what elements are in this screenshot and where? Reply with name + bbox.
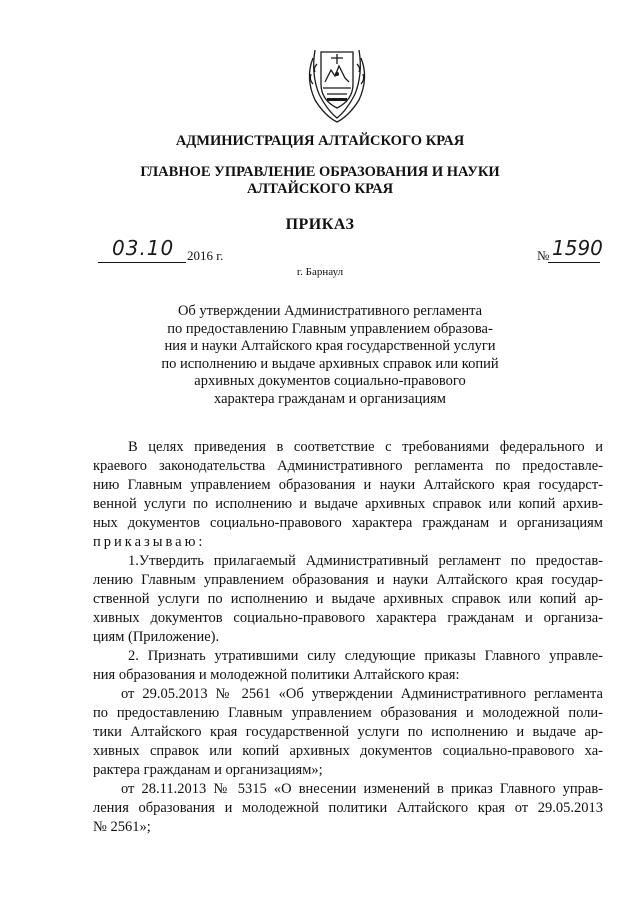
- body-line: тики Алтайского края государственной услуги по исполнению и выдаче ар-: [93, 724, 603, 740]
- coat-of-arms-emblem: [301, 44, 373, 124]
- handwritten-date: 03.10: [112, 236, 175, 260]
- body-line: ственной услуги по исполнению и выдаче архивных справок или копий ар-: [93, 591, 603, 607]
- body-line: хивных справок или копий архивных документов социально-правового ха-: [93, 743, 603, 759]
- city-name: г. Барнаул: [296, 266, 344, 278]
- body-line: от 28.11.2013 № 5315 «О внесении изменений в приказ Главного управ-: [121, 781, 603, 797]
- body-line: от 29.05.2013 № 2561 «Об утверждении Административного регламента: [121, 686, 603, 702]
- subject-line: архивных документов социально-правового: [194, 373, 466, 389]
- date-year: 2016 г.: [187, 248, 224, 263]
- body-line: ления образования и молодежной политики Алтайского края от 29.05.2013: [93, 800, 603, 816]
- subject-line: по исполнению и выдаче архивных справок или копий: [161, 355, 499, 372]
- body-line: 1.Утвердить прилагаемый Административный регламент по предостав-: [128, 553, 603, 569]
- body-line: венной услуги по исполнению и выдаче архивных справок или копий архив-: [93, 496, 603, 512]
- body-line: рактера гражданам и организациям»;: [93, 762, 323, 778]
- subject-line: характера гражданам и организациям: [214, 390, 446, 407]
- body-line: циям (Приложение).: [93, 629, 220, 645]
- body-line: В целях приведения в соответствие с требованиями федерального и: [128, 439, 603, 455]
- subject-line: ния и науки Алтайского края государственной услуги: [164, 338, 496, 354]
- number-label: №: [537, 248, 550, 263]
- order-subject: [150, 303, 510, 408]
- body-line: краевого законодательства Административного регламента по предоставле-: [93, 458, 603, 474]
- body-line: по предоставлению Главным управлением образования и молодежной поли-: [93, 705, 603, 721]
- department-name-line2: АЛТАЙСКОГО КРАЯ: [246, 181, 394, 197]
- body-line: лению Главным управлением образования и науки Алтайского края государ-: [93, 572, 603, 588]
- body-line: хивных документов социально-правового характера гражданам и организа-: [93, 610, 603, 626]
- organization-name: АДМИНИСТРАЦИЯ АЛТАЙСКОГО КРАЯ: [175, 133, 465, 149]
- subject-line: по предоставлению Главным управлением образова-: [167, 320, 493, 337]
- body-line: № 2561»;: [93, 819, 151, 835]
- body-line: ния образования и молодежной политики Алтайского края:: [93, 667, 460, 683]
- order-body: [93, 438, 603, 837]
- department-name-line1: ГЛАВНОЕ УПРАВЛЕНИЕ ОБРАЗОВАНИЯ И НАУКИ: [140, 164, 500, 180]
- document-type: ПРИКАЗ: [285, 216, 355, 233]
- department-name: [0, 164, 640, 198]
- subject-line: Об утверждении Административного регламента: [177, 303, 483, 319]
- body-line: нию Главным управлением образования и науки Алтайского края государст-: [93, 477, 603, 493]
- body-line: 2. Признать утратившими силу следующие приказы Главного управле-: [128, 648, 603, 664]
- body-line-order-word: приказываю:: [93, 534, 206, 550]
- handwritten-number: 1590: [552, 236, 603, 260]
- body-line: ных документов социально-правового характера гражданам и организациям: [93, 515, 603, 531]
